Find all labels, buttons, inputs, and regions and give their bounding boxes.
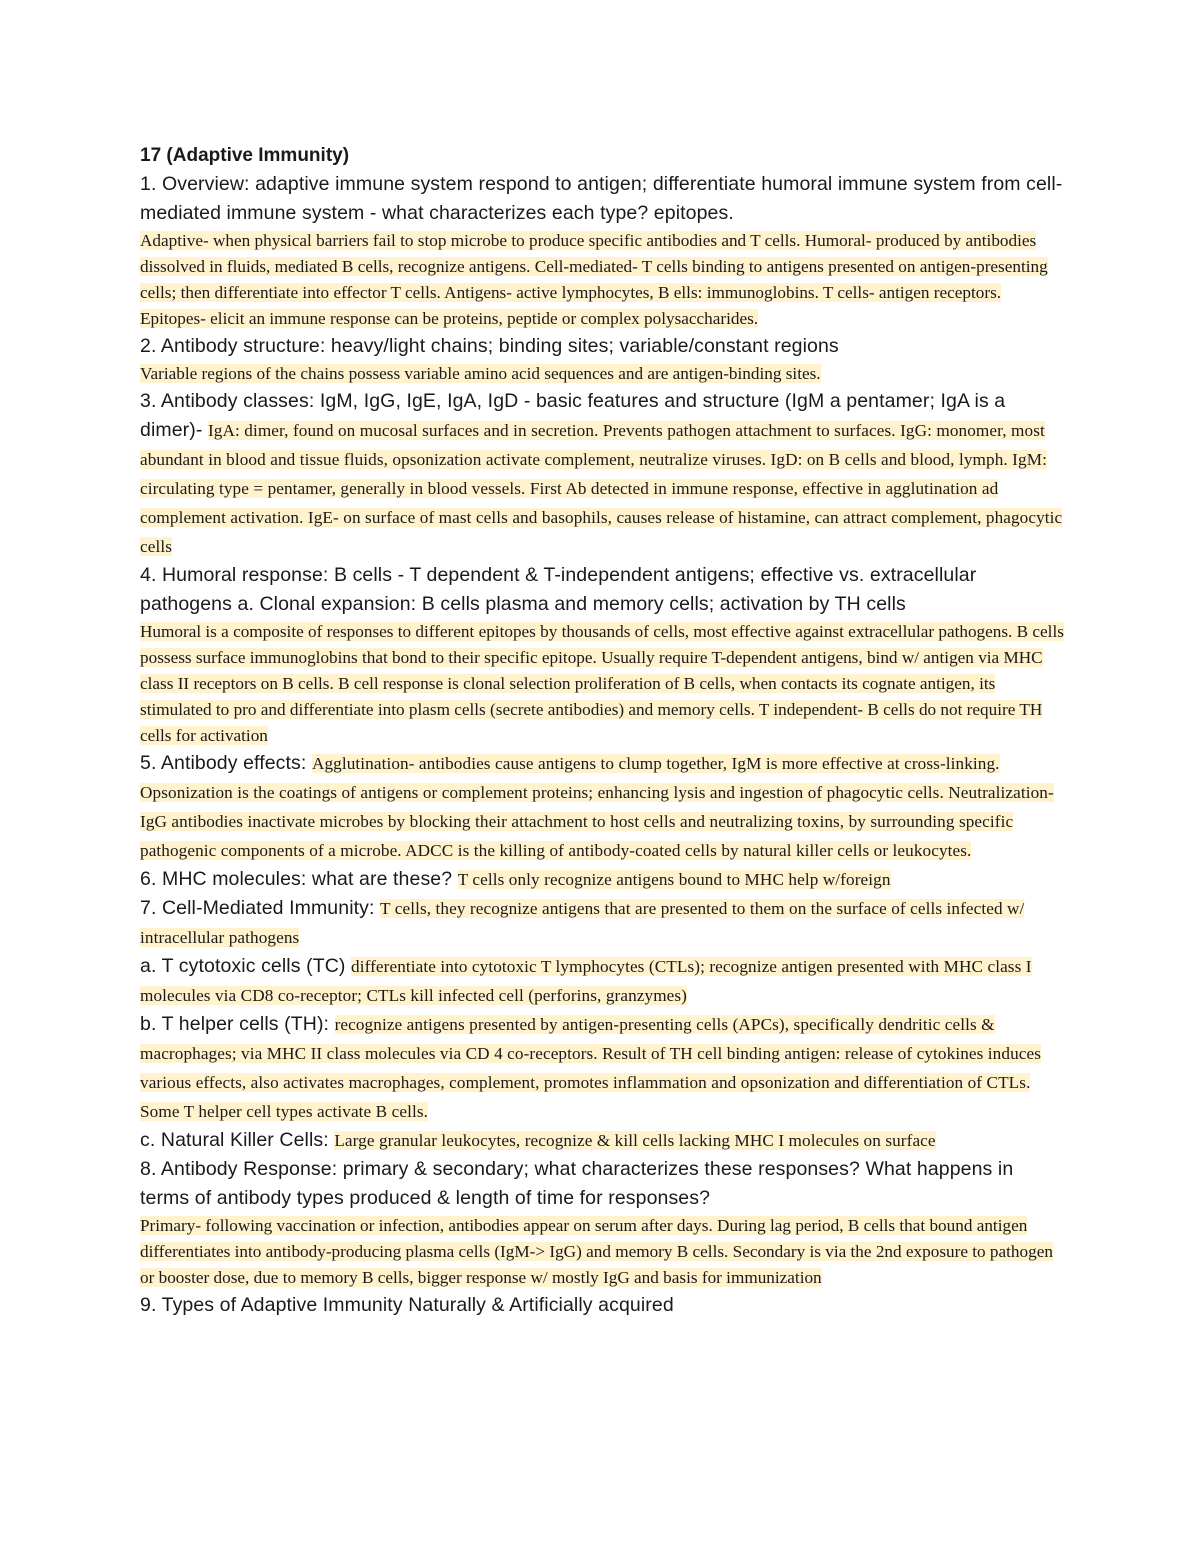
question-7a-text: a. T cytotoxic cells (TC) xyxy=(140,955,352,977)
question-7a xyxy=(140,952,1065,1010)
answer-1 xyxy=(140,228,1065,332)
answer-7c-text: Large granular leukocytes, recognize & kill cells lacking MHC I molecules on surface xyxy=(334,1131,936,1150)
answer-6-text: T cells only recognize antigens bound to MHC help w/foreign xyxy=(457,870,891,889)
document-page xyxy=(140,142,1065,1320)
question-5 xyxy=(140,749,1065,865)
answer-4-text: Humoral is a composite of responses to different epitopes by thousands of cells, most effective against extracellular pathogens. B cells possess surface immunoglobins that bond to their specific epitope. Usually require T-dependent antigens, bind w/ antigen via MHC class II receptors on B cells. B cell response is clonal selection proliferation of B cells, when contacts its cognate antigen, its stimulated to pro and differentiate into plasm cells (secrete antibodies) and memory cells. T independent- B cells do not require TH cells for activation xyxy=(140,622,1064,745)
answer-7-text: T cells, they recognize antigens that are presented to them on the surface of cells infected w/ intracellular pathogens xyxy=(140,899,1025,947)
answer-5-text: Agglutination- antibodies cause antigens to clump together, IgM is more effective at cross-linking. Opsonization is the coatings of antigens or complement proteins; enhancing lysis and ingestion of phagocytic cells. Neutralization- IgG antibodies inactivate microbes by blocking their attachment to host cells and neutralizing toxins, by surrounding specific pathogenic components of a microbe. ADCC is the killing of antibody-coated cells by natural killer cells or leukocytes. xyxy=(140,754,1054,860)
question-3 xyxy=(140,387,1065,561)
question-4: 4. Humoral response: B cells - T dependent & T-independent antigens; effective vs. extracellular pathogens a. Clonal expansion: B cells plasma and memory cells; activation by TH cells xyxy=(140,564,977,615)
answer-7a-text: differentiate into cytotoxic T lymphocytes (CTLs); recognize antigen presented with MHC class I molecules via CD8 co-receptor; CTLs kill infected cell (perforins, granzymes) xyxy=(140,957,1032,1005)
question-2: 2. Antibody structure: heavy/light chains; binding sites; variable/constant regions xyxy=(140,335,839,357)
answer-3-text: IgA: dimer, found on mucosal surfaces and in secretion. Prevents pathogen attachment to surfaces. IgG: monomer, most abundant in blood and tissue fluids, opsonization activate complement, neutralize viruses. IgD: on B cells and blood, lymph. IgM: circulating type = pentamer, generally in blood vessels. First Ab detected in immune response, effective in agglutination ad complement activation. IgE- on surface of mast cells and basophils, causes release of histamine, can attract complement, phagocytic cells xyxy=(140,421,1063,556)
answer-1-text: Adaptive- when physical barriers fail to stop microbe to produce specific antibodies and T cells. Humoral- produced by antibodies dissolved in fluids, mediated B cells, recognize antigens. Cell-mediated- T cells binding to antigens presented on antigen-presenting cells; then differentiate into effector T cells. Antigens- active lymphocytes, B ells: immunoglobins. T cells- antigen receptors. Epitopes- elicit an immune response can be proteins, peptide or complex polysaccharides. xyxy=(140,231,1048,328)
question-7c-text: c. Natural Killer Cells: xyxy=(140,1129,335,1151)
document-title: 17 (Adaptive Immunity) xyxy=(140,145,350,166)
answer-7b-text: recognize antigens presented by antigen-presenting cells (APCs), specifically dendritic cells & macrophages; via MHC II class molecules via CD 4 co-receptors. Result of TH cell binding antigen: release of cytokines induces various effects, also activates macrophages, complement, promotes inflammation and opsonization and differentiation of CTLs. Some T helper cell types activate B cells. xyxy=(140,1015,1042,1121)
question-3-text: 3. Antibody classes: IgM, IgG, IgE, IgA, IgD - basic features and structure (IgM a pentamer; IgA is a dimer)- xyxy=(140,390,1006,441)
question-7b-text: b. T helper cells (TH): xyxy=(140,1013,335,1035)
question-7c xyxy=(140,1126,1065,1155)
question-6 xyxy=(140,865,1065,894)
question-7 xyxy=(140,894,1065,952)
answer-2 xyxy=(140,361,1065,387)
question-8: 8. Antibody Response: primary & secondary; what characterizes these responses? What happens in terms of antibody types produced & length of time for responses? xyxy=(140,1158,1014,1209)
answer-2-text: Variable regions of the chains possess variable amino acid sequences and are antigen-binding sites. xyxy=(140,364,821,383)
question-9: 9. Types of Adaptive Immunity Naturally & Artificially acquired xyxy=(140,1294,674,1316)
question-1: 1. Overview: adaptive immune system respond to antigen; differentiate humoral immune system from cell-mediated immune system - what characterizes each type? epitopes. xyxy=(140,173,1063,224)
question-6-text: 6. MHC molecules: what are these? xyxy=(140,868,458,890)
question-7b xyxy=(140,1010,1065,1126)
question-7-text: 7. Cell-Mediated Immunity: xyxy=(140,897,381,919)
question-5-text: 5. Antibody effects: xyxy=(140,752,312,774)
answer-8-text: Primary- following vaccination or infection, antibodies appear on serum after days. During lag period, B cells that bound antigen differentiates into antibody-producing plasma cells (IgM-> IgG) and memory B cells. Secondary is via the 2nd exposure to pathogen or booster dose, due to memory B cells, bigger response w/ mostly IgG and basis for immunization xyxy=(140,1216,1053,1287)
answer-8 xyxy=(140,1213,1065,1291)
answer-4 xyxy=(140,619,1065,749)
